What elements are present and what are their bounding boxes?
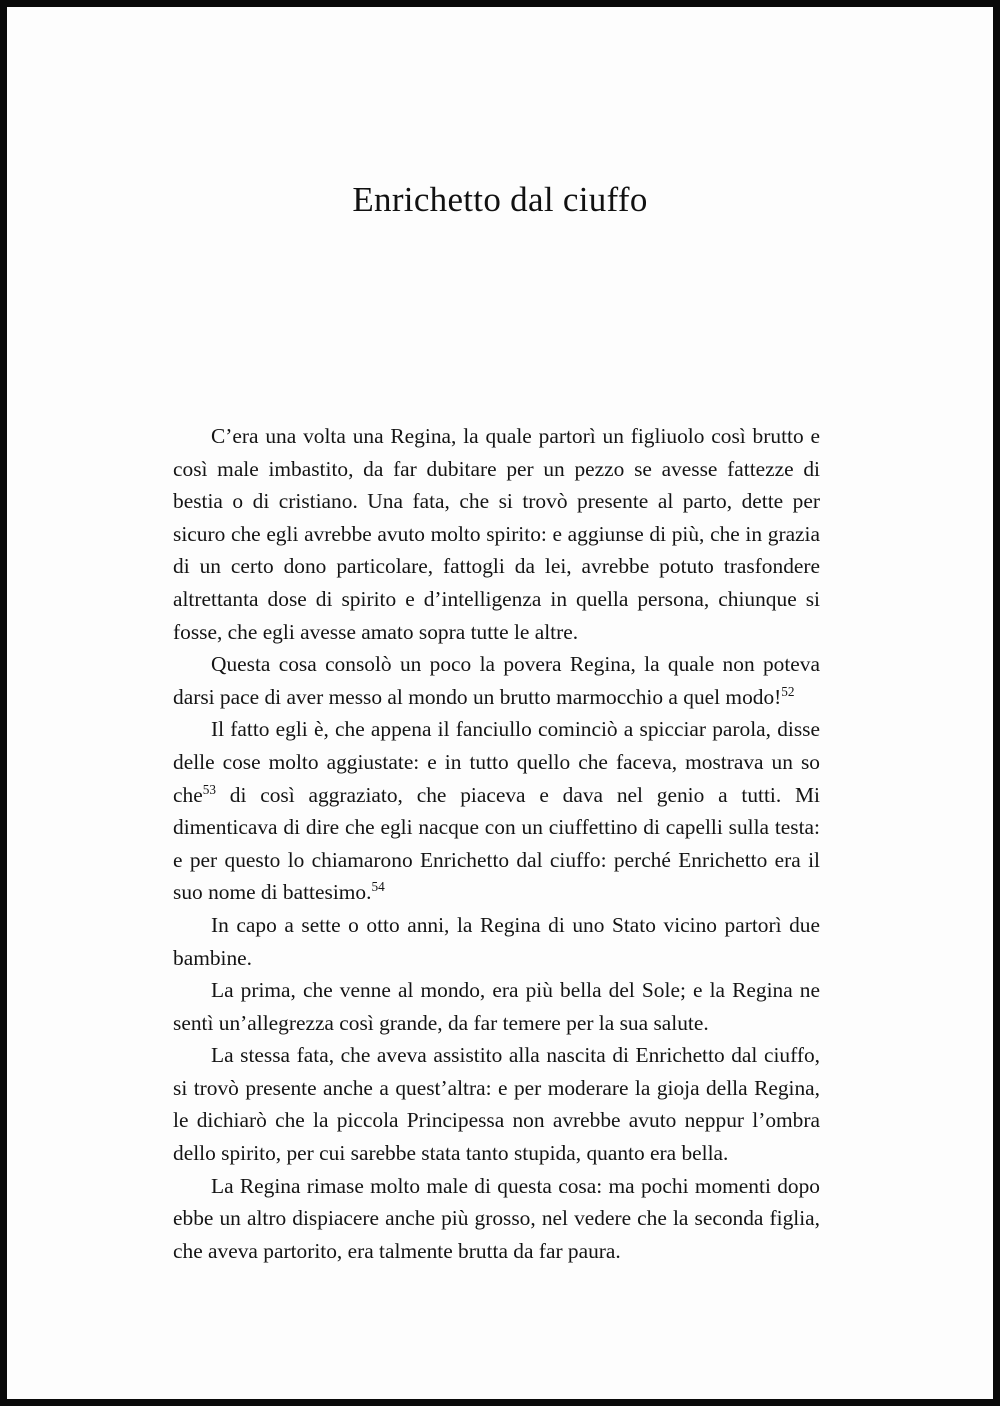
page-title: Enrichetto dal ciuffo	[352, 180, 648, 220]
paragraph-3	[173, 713, 820, 909]
paragraph-3-text-after-note: di così aggraziato, che piaceva e dava nel genio a tutti. Mi dimenticava di dire che egli nacque con un ciuffettino di capelli sulla testa: e per questo lo chiamarono Enrichetto dal ciuffo: perché Enrichetto era il suo nome di battesimo.	[173, 782, 820, 905]
paragraph-6: La stessa fata, che aveva assistito alla nascita di Enrichetto dal ciuffo, si trovò presente anche a quest’altra: e per moderare la gioja della Regina, le dichiarò che la piccola Principessa non avrebbe avuto neppur l’ombra dello spirito, per cui sarebbe stata tanto stupida, quanto era bella.	[173, 1043, 820, 1166]
paragraph-5: La prima, che venne al mondo, era più bella del Sole; e la Regina ne sentì un’allegrezza così grande, da far temere per la sua salute.	[173, 978, 820, 1035]
paragraph-7: La Regina rimase molto male di questa cosa: ma pochi momenti dopo ebbe un altro dispiacere anche più grosso, nel vedere che la seconda figlia, che aveva partorito, era talmente brutta da far paura.	[173, 1173, 820, 1263]
paragraph-2	[173, 648, 820, 713]
footnote-marker-54: 54	[371, 879, 385, 895]
body-text	[173, 420, 820, 1267]
paragraph-1: C’era una volta una Regina, la quale partorì un figliuolo così brutto e così male imbastito, da far dubitare per un pezzo se avesse fattezze di bestia o di cristiano. Una fata, che si trovò presente al parto, dette per sicuro che egli avrebbe avuto molto spirito: e aggiunse di più, che in grazia di un certo dono particolare, fattogli da lei, avrebbe potuto trasfondere altrettanta dose di spirito e d’intelligenza in quella persona, chiunque si fosse, che egli avesse amato sopra tutte le altre.	[173, 424, 820, 644]
footnote-marker-53: 53	[202, 781, 216, 797]
paragraph-2-text: Questa cosa consolò un poco la povera Regina, la quale non poteva darsi pace di aver messo al mondo un brutto marmocchio a quel modo!	[173, 652, 820, 709]
footnote-marker-52: 52	[781, 683, 795, 699]
paragraph-3-text-before-note: Il fatto egli è, che appena il fanciullo cominciò a spicciar parola, disse delle cose molto aggiustate: e in tutto quello che faceva, mostrava un so che	[173, 717, 820, 807]
paragraph-4: In capo a sette o otto anni, la Regina di uno Stato vicino partorì due bambine.	[173, 912, 820, 970]
